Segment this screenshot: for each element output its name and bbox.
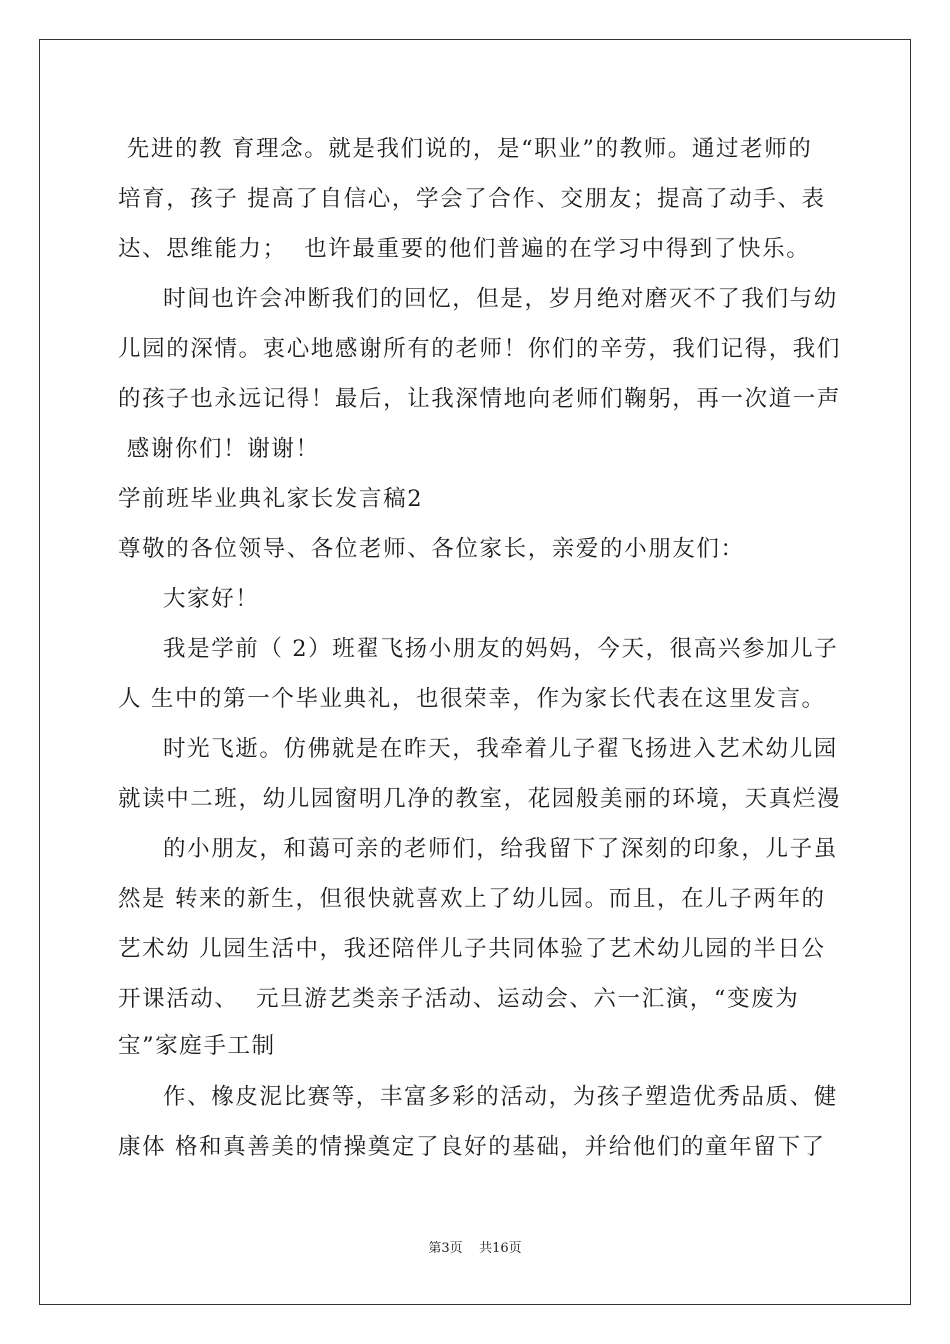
text-line-20: 作、橡皮泥比赛等，丰富多彩的活动，为孩子塑造优秀品质、健 — [163, 1084, 838, 1110]
section-heading: 学前班毕业典礼家长发言稿2 — [118, 486, 424, 512]
text-line-2: 培育，孩子 提高了自信心，学会了合作、交朋友；提高了动手、表 — [118, 186, 826, 212]
salutation-line: 尊敬的各位领导、各位老师、各位家长，亲爱的小朋友们： — [118, 536, 745, 562]
text-line-14: 就读中二班，幼儿园窗明几净的教室，花园般美丽的环境，天真烂漫 — [118, 786, 842, 812]
text-line-17: 艺术幼 儿园生活中，我还陪伴儿子共同体验了艺术幼儿园的半日公 — [118, 936, 826, 962]
text-line-7: 感谢你们！谢谢！ — [118, 436, 320, 462]
greeting-line: 大家好！ — [163, 586, 260, 612]
text-line-12: 人 生中的第一个毕业典礼，也很荣幸，作为家长代表在这里发言。 — [118, 686, 826, 712]
page-number: 第3页 共16页 — [428, 1241, 522, 1256]
text-line-11: 我是学前（ 2）班翟飞扬小朋友的妈妈，今天，很高兴参加儿子 — [163, 636, 839, 662]
text-line-21: 康体 格和真善美的情操奠定了良好的基础，并给他们的童年留下了 — [118, 1134, 826, 1160]
text-line-19: 宝”家庭手工制 — [118, 1033, 276, 1059]
text-line-13: 时光飞逝。仿佛就是在昨天，我牵着儿子翟飞扬进入艺术幼儿园 — [163, 736, 838, 762]
text-line-6: 的孩子也永远记得！最后，让我深情地向老师们鞠躬，再一次道一声 — [118, 386, 842, 412]
page-border — [39, 39, 911, 1305]
text-line-15: 的小朋友，和蔼可亲的老师们，给我留下了深刻的印象，儿子虽 — [163, 836, 838, 862]
text-line-5: 儿园的深情。衷心地感谢所有的老师！你们的辛劳，我们记得，我们 — [118, 336, 842, 362]
text-line-18: 开课活动、 元旦游艺类亲子活动、运动会、六一汇演，“变废为 — [118, 986, 800, 1012]
text-line-1: 先进的教 育理念。就是我们说的，是“职业”的教师。通过老师的 — [118, 136, 813, 162]
text-line-4: 时间也许会冲断我们的回忆，但是，岁月绝对磨灭不了我们与幼 — [163, 286, 838, 312]
text-line-16: 然是 转来的新生，但很快就喜欢上了幼儿园。而且，在儿子两年的 — [118, 886, 826, 912]
text-line-3: 达、思维能力； 也许最重要的他们普遍的在学习中得到了快乐。 — [118, 236, 811, 262]
